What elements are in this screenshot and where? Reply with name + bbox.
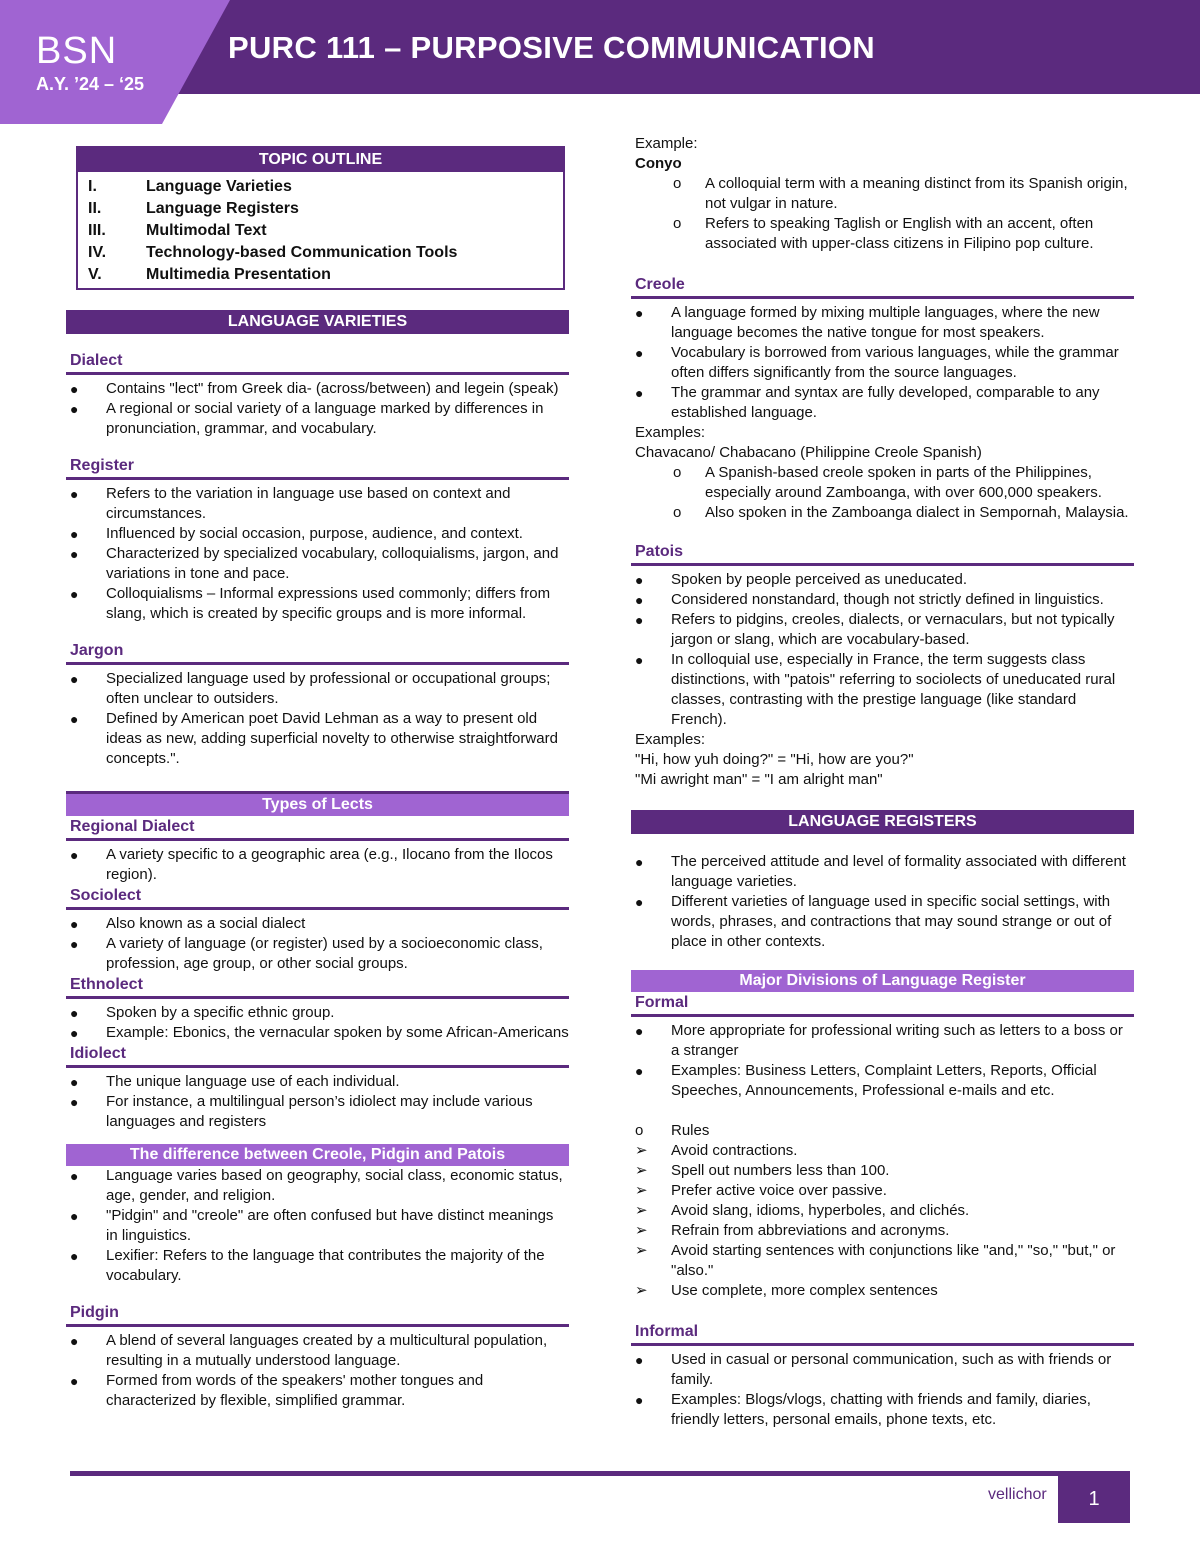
academic-year: A.Y. ’24 – ‘25 [36, 74, 145, 94]
informal-list [631, 1350, 1134, 1430]
patois-examples-label: Examples: [635, 731, 706, 748]
subheading-jargon: Jargon [66, 640, 569, 665]
list-item: ● The grammar and syntax are fully developed, comparable to any established language. [635, 384, 1100, 421]
list-item: ● For instance, a multilingual person’s idiolect may include various languages and registers [70, 1093, 533, 1130]
subheading-patois: Patois [631, 541, 1134, 566]
sociolect-list [66, 914, 569, 974]
creole-example-title: Chavacano/ Chabacano (Philippine Creole Spanish) [635, 444, 982, 461]
chavacano-list [631, 463, 1134, 523]
topic-outline-heading: TOPIC OUTLINE [78, 148, 563, 172]
subheading-formal: Formal [631, 992, 1134, 1017]
list-item: ● Specialized language used by professional or occupational groups; often unclear to outsiders. [70, 670, 551, 707]
list-item: ● Spoken by people perceived as uneducated. [635, 571, 968, 588]
dialect-list [66, 379, 569, 439]
list-item: ● "Pidgin" and "creole" are often confused but have distinct meanings in linguistics. [70, 1207, 554, 1244]
subheading-creole: Creole [631, 274, 1134, 299]
list-item: ● In colloquial use, especially in France, the term suggests class distinctions, with "patois" referring to sociolects of uneducated rural classes, contrasting with the prestige language (like standard French). [635, 651, 1116, 728]
subheading-idiolect: Idiolect [66, 1043, 569, 1068]
regional-dialect-list [66, 845, 569, 885]
formal-list [631, 1021, 1134, 1101]
list-item: ● The perceived attitude and level of formality associated with different language varieties. [635, 853, 1126, 890]
ethnolect-list [66, 1003, 569, 1043]
section-heading-language-varieties: LANGUAGE VARIETIES [66, 310, 569, 334]
list-item: ● Characterized by specialized vocabulary, colloquialisms, jargon, and variations in tone and pace. [70, 545, 559, 582]
page-number: 1 [1058, 1471, 1130, 1523]
list-item: ➢ Avoid slang, idioms, hyperboles, and clichés. [635, 1202, 970, 1219]
patois-example: "Mi awright man" = "I am alright man" [635, 771, 883, 788]
conyo-list [631, 174, 1134, 254]
list-item: ● A variety specific to a geographic area (e.g., Ilocano from the Ilocos region). [70, 846, 553, 883]
list-item: ● A blend of several languages created by a multicultural population, resulting in a mutually understood language. [70, 1332, 548, 1369]
list-item: ● The unique language use of each individual. [70, 1073, 400, 1090]
list-item: ● Formed from words of the speakers' mother tongues and characterized by flexible, simplified grammar. [70, 1372, 484, 1409]
section-heading-creole-pidgin-patois: The difference between Creole, Pidgin and Patois [66, 1144, 569, 1166]
idiolect-list [66, 1072, 569, 1132]
list-item: ● Colloquialisms – Informal expressions used commonly; differs from slang, which is created by specific groups and is more informal. [70, 585, 551, 622]
list-item: ➢ Use complete, more complex sentences [635, 1282, 938, 1299]
outline-item: IV. Technology-based Communication Tools [88, 244, 458, 261]
subheading-informal: Informal [631, 1321, 1134, 1346]
list-item: ● Used in casual or personal communication, such as with friends or family. [635, 1351, 1112, 1388]
difference-list [66, 1166, 569, 1286]
conyo-title: Conyo [635, 155, 682, 172]
left-column [66, 146, 569, 1411]
list-item: o Refers to speaking Taglish or English with an accent, often associated with upper-class citizens in Filipino pop culture. [673, 215, 1094, 252]
list-item: ● More appropriate for professional writing such as letters to a boss or a stranger [635, 1022, 1123, 1059]
section-heading-types-of-lects: Types of Lects [66, 794, 569, 816]
topic-outline [76, 146, 565, 290]
list-item: o A Spanish-based creole spoken in parts of the Philippines, especially around Zamboanga, with over 600,000 speakers. [673, 464, 1102, 501]
list-item: ➢ Spell out numbers less than 100. [635, 1162, 890, 1179]
list-item: ● Influenced by social occasion, purpose, audience, and context. [70, 525, 523, 542]
subheading-dialect: Dialect [66, 350, 569, 375]
creole-examples-label: Examples: [635, 424, 706, 441]
list-item: ● Refers to pidgins, creoles, dialects, or vernaculars, but not typically jargon or slang, which are vocabulary-based. [635, 611, 1115, 648]
list-item: o Also spoken in the Zamboanga dialect in Sempornah, Malaysia. [673, 504, 1129, 521]
list-item: ● A variety of language (or register) used by a socioeconomic class, profession, age group, or other social groups. [70, 935, 543, 972]
section-heading-major-divisions: Major Divisions of Language Register [631, 970, 1134, 992]
list-item: ➢ Prefer active voice over passive. [635, 1182, 887, 1199]
list-item: ● Spoken by a specific ethnic group. [70, 1004, 335, 1021]
section-heading-language-registers: LANGUAGE REGISTERS [631, 810, 1134, 834]
registers-list [631, 852, 1134, 952]
list-item: ● Examples: Business Letters, Complaint Letters, Reports, Official Speeches, Announcements, Professional e-mails and etc. [635, 1062, 1097, 1099]
list-item: o A colloquial term with a meaning distinct from its Spanish origin, not vulgar in nature. [673, 175, 1128, 212]
outline-item: II. Language Registers [88, 200, 299, 217]
creole-list [631, 303, 1134, 423]
list-item: ● Also known as a social dialect [70, 915, 306, 932]
list-item: ● Contains "lect" from Greek dia- (across/between) and legein (speak) [70, 380, 559, 397]
program-label: BSN [36, 30, 118, 72]
list-item: ● Lexifier: Refers to the language that contributes the majority of the vocabulary. [70, 1247, 545, 1284]
list-item: ● A language formed by mixing multiple languages, where the new language becomes the native tongue for most speakers. [635, 304, 1100, 341]
right-column [631, 134, 1134, 1430]
list-item: ● A regional or social variety of a language marked by differences in pronunciation, grammar, and vocabulary. [70, 400, 544, 437]
list-item: ➢ Avoid starting sentences with conjunctions like "and," "so," "but," or "also." [635, 1242, 1116, 1279]
list-item: ● Different varieties of language used in specific social settings, with words, phrases, and contractions that may sound strange or out of place in other contexts. [635, 893, 1112, 950]
outline-item: I. Language Varieties [88, 178, 292, 195]
list-item: ➢ Avoid contractions. [635, 1142, 798, 1159]
subheading-regional-dialect: Regional Dialect [66, 816, 569, 841]
formal-rules-list [631, 1121, 1134, 1301]
list-item: o Rules [635, 1122, 710, 1139]
footer-rule [70, 1471, 1130, 1476]
patois-list [631, 570, 1134, 730]
page-title: PURC 111 – PURPOSIVE COMMUNICATION [228, 30, 875, 65]
patois-example: "Hi, how yuh doing?" = "Hi, how are you?" [635, 751, 914, 768]
list-item: ● Defined by American poet David Lehman as a way to present old ideas as new, adding superficial novelty to otherwise straightforward concepts.". [70, 710, 558, 767]
pidgin-list [66, 1331, 569, 1411]
register-list [66, 484, 569, 624]
list-item: ● Language varies based on geography, social class, economic status, age, gender, and religion. [70, 1167, 563, 1204]
example-label: Example: [635, 135, 698, 152]
list-item: ● Examples: Blogs/vlogs, chatting with friends and family, diaries, friendly letters, personal emails, phone texts, etc. [635, 1391, 1091, 1428]
list-item: ● Considered nonstandard, though not strictly defined in linguistics. [635, 591, 1104, 608]
list-item: ● Vocabulary is borrowed from various languages, while the grammar often differs significantly from the source languages. [635, 344, 1119, 381]
outline-item: V. Multimedia Presentation [88, 266, 331, 283]
subheading-sociolect: Sociolect [66, 885, 569, 910]
subheading-register: Register [66, 455, 569, 480]
footer-author: vellichor [988, 1486, 1047, 1503]
list-item: ● Example: Ebonics, the vernacular spoken by some African-Americans [70, 1024, 569, 1041]
list-item: ➢ Refrain from abbreviations and acronyms. [635, 1222, 950, 1239]
list-item: ● Refers to the variation in language use based on context and circumstances. [70, 485, 511, 522]
subheading-pidgin: Pidgin [66, 1302, 569, 1327]
jargon-list [66, 669, 569, 769]
outline-item: III. Multimodal Text [88, 222, 267, 239]
subheading-ethnolect: Ethnolect [66, 974, 569, 999]
